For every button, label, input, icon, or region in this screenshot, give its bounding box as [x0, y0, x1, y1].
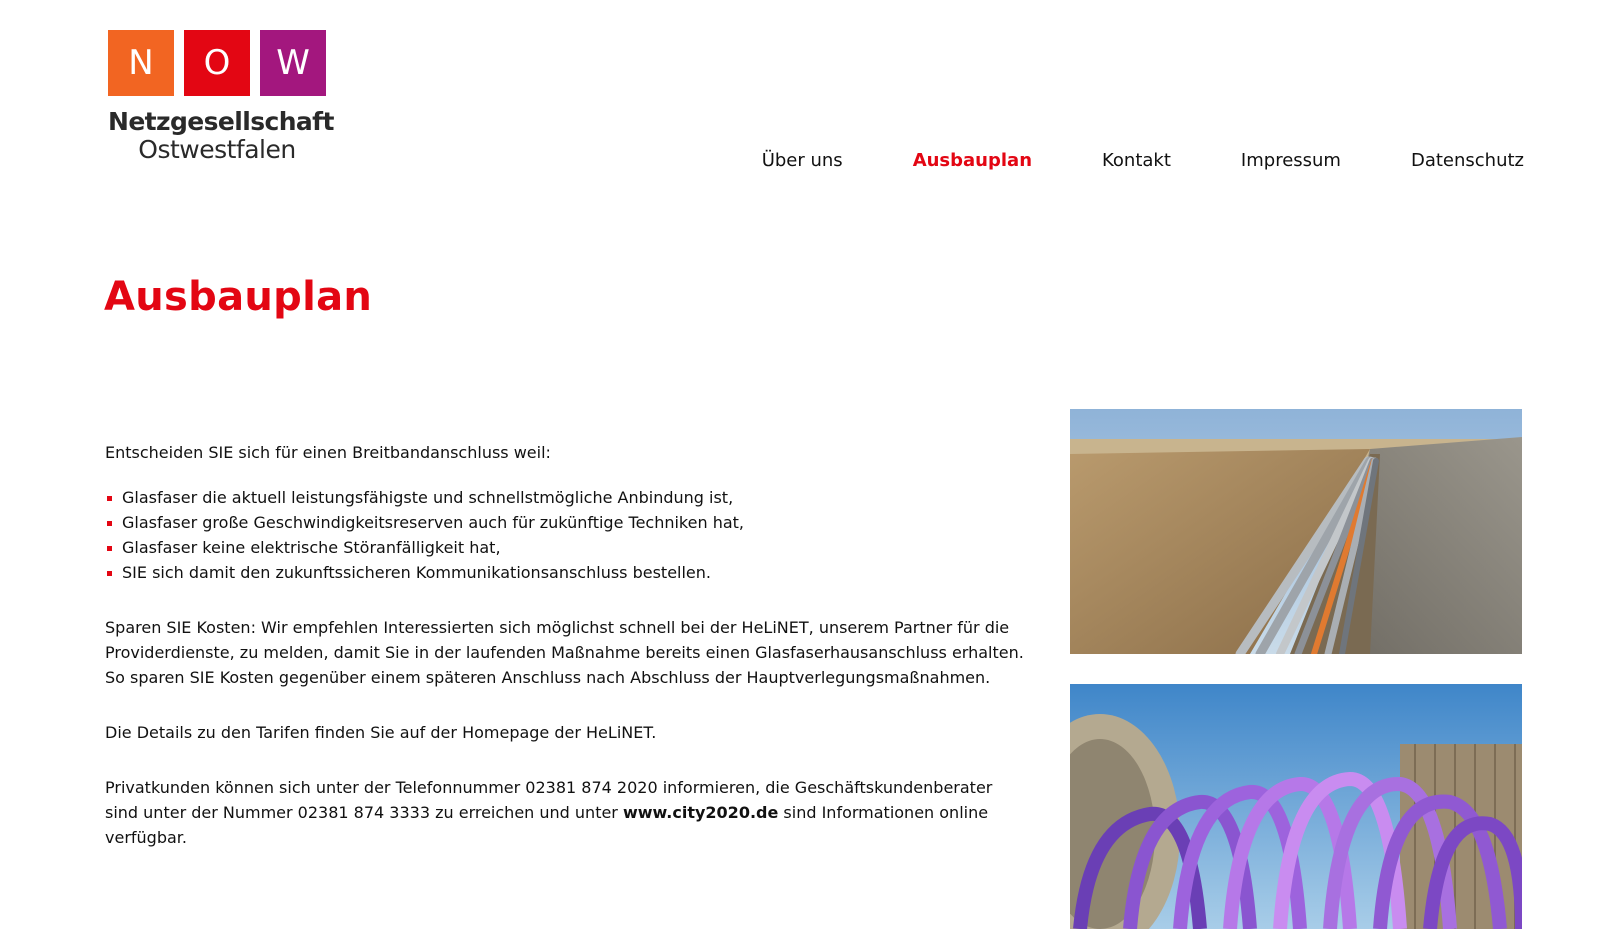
list-item-text: SIE sich damit den zukunftssicheren Kommunikationsanschluss bestellen.	[122, 563, 711, 582]
tariffs-paragraph: Die Details zu den Tarifen finden Sie auf der Homepage der HeLiNET.	[105, 723, 657, 742]
logo-tiles	[108, 30, 328, 96]
costs-paragraph: Sparen SIE Kosten: Wir empfehlen Interessierten sich möglichst schnell bei der HeLiNET, unserem Partner für die Providerdienste, zu melden, damit Sie in der laufenden Maßnahme bereits einen Glasfaserhausanschluss erhalten. So sparen SIE Kosten gegenüber einem späteren Anschluss nach Abschluss der Hauptverlegungsmaßnahmen.	[105, 618, 1024, 687]
bullet-square-icon	[107, 571, 112, 576]
main-navigation	[762, 150, 1524, 171]
logo-tile-w: W	[260, 30, 326, 96]
nav-item-datenschutz[interactable]: Datenschutz	[1410, 150, 1524, 171]
list-item-text: Glasfaser große Geschwindigkeitsreserven auch für zukünftige Techniken hat,	[122, 513, 744, 532]
bullet-square-icon	[107, 496, 112, 501]
city2020-link[interactable]: www.city2020.de	[622, 803, 779, 822]
main-content	[105, 440, 1025, 880]
nav-item-ausbauplan[interactable]: Ausbauplan	[912, 150, 1033, 171]
nav-item-impressum[interactable]: Impressum	[1240, 150, 1341, 171]
logo-tile-n: N	[108, 30, 174, 96]
logo-text-line1: Netzgesellschaft	[108, 107, 334, 136]
bullet-square-icon	[107, 546, 112, 551]
benefits-list	[105, 485, 1025, 585]
contact-text-before: Privatkunden können sich unter der Telefonnummer 02381 874 2020 informieren, die Geschäftskundenberater sind unter der Nummer 02381 874 3333 zu erreichen und unter	[105, 778, 993, 822]
bullet-square-icon	[107, 521, 112, 526]
nav-item-kontakt[interactable]: Kontakt	[1102, 150, 1171, 171]
list-item	[105, 510, 1025, 535]
trench-with-cable-ducts-photo	[1070, 409, 1522, 654]
list-item	[105, 535, 1025, 560]
intro-text: Entscheiden SIE sich für einen Breitbandanschluss weil:	[105, 443, 551, 462]
logo-tile-o: O	[184, 30, 250, 96]
purple-cable-reels-photo	[1070, 684, 1522, 929]
list-item-text: Glasfaser keine elektrische Störanfälligkeit hat,	[122, 538, 501, 557]
contact-text-after: sind Informationen online verfügbar.	[105, 803, 989, 847]
contact-paragraph	[105, 775, 1025, 850]
list-item-text: Glasfaser die aktuell leistungsfähigste und schnellstmögliche Anbindung ist,	[122, 488, 734, 507]
page-title: Ausbauplan	[104, 274, 373, 320]
list-item	[105, 560, 1025, 585]
logo-text-line2: Ostwestfalen	[138, 135, 296, 164]
logo[interactable]	[108, 30, 334, 164]
list-item	[105, 485, 1025, 510]
nav-item-ueber-uns[interactable]: Über uns	[761, 150, 843, 171]
